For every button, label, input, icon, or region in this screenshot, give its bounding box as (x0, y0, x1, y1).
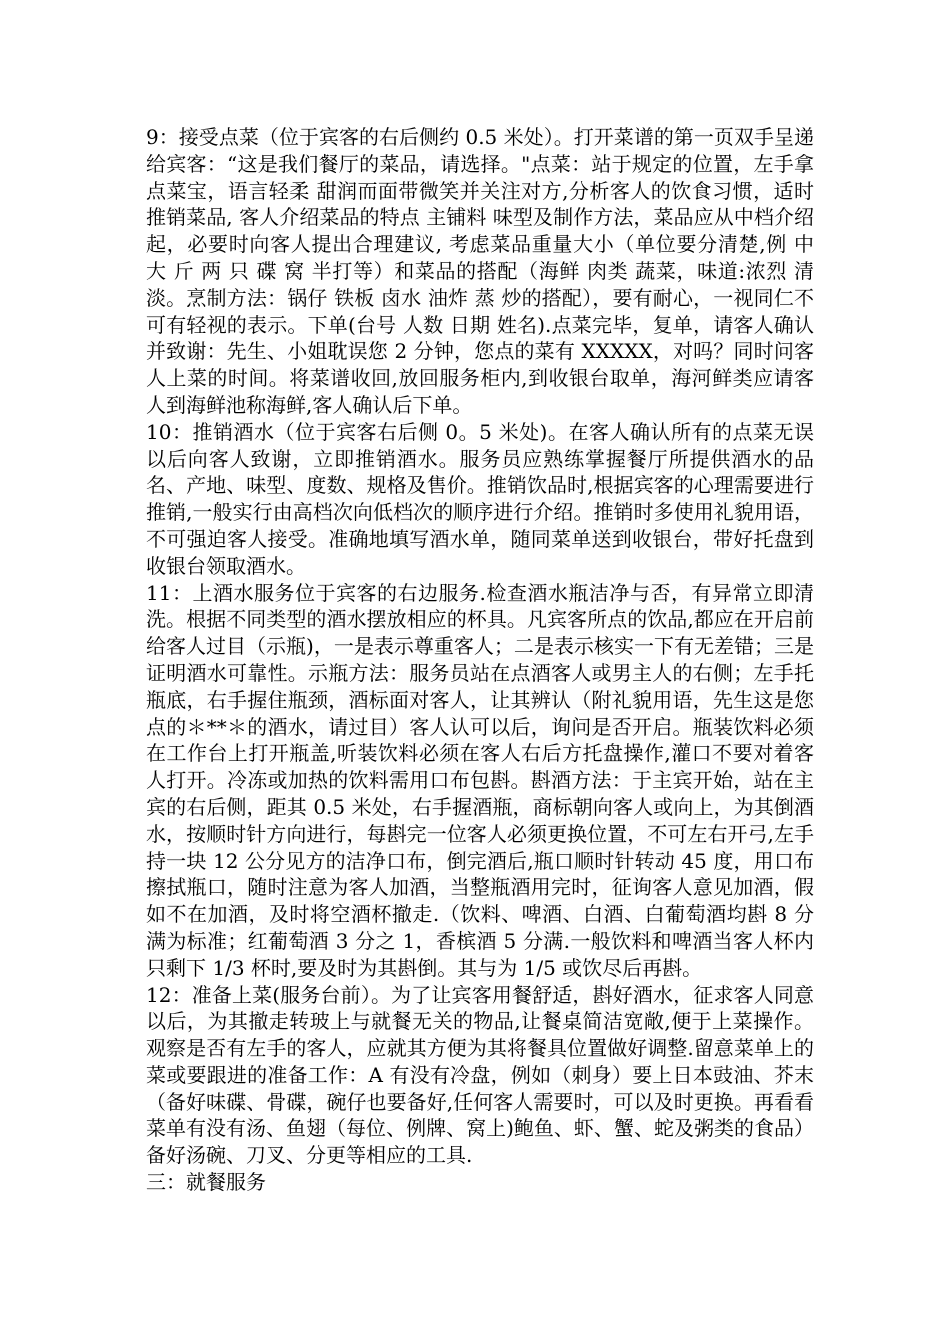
paragraph-prepare-serving: 12：准备上菜(服务台前）。为了让宾客用餐舒适，斟好酒水，征求客人同意以后，为其撤走转玻上与就餐无关的物品,让餐桌简洁宽敞,便于上菜操作。观察是否有左手的客人，应就其方便为其将餐具位置做好调整.留意菜单上的菜或要跟进的准备工作：A 有没有冷盘，例如（刺身）要上日本豉油、芥末（备好味碟、骨碟，碗仔也要备好,任何客人需要时，可以及时更换。再看看菜单有没有汤、鱼翅（每位、例牌、窝上)鲍鱼、虾、蟹、蛇及粥类的食品）备好汤碗、刀叉、分更等相应的工具. (146, 982, 814, 1168)
paragraph-order-taking: 9：接受点菜（位于宾客的右后侧约 0.5 米处）。打开菜谱的第一页双手呈递给宾客：“这是我们餐厅的菜品，请选择。"点菜：站于规定的位置，左手拿点菜宝，语言轻柔 甜润而面带微笑并关注对方,分析客人的饮食习惯，适时推销菜品, 客人介绍菜品的特点 主铺料 味型及制作方法，菜品应从中档介绍起，必要时向客人提出合理建议, 考虑菜品重量大小（单位要分清楚,例 中 大 斤 两 只 碟 窝 半打等）和菜品的搭配（海鲜 肉类 蔬菜，味道:浓烈 清淡。烹制方法：锅仔 铁板 卤水 油炸 蒸 炒的搭配），要有耐心，一视同仁不可有轻视的表示。下单(台号 人数 日期 姓名).点菜完毕，复单，请客人确认并致谢：先生、小姐耽误您 2 分钟，您点的菜有 XXXXX，对吗？同时问客人上菜的时间。将菜谱收回,放回服务柜内,到收银台取单，海河鲜类应请客人到海鲜池称海鲜,客人确认后下单。 (146, 125, 814, 417)
paragraph-beverage-upsell: 10：推销酒水（位于宾客右后侧 0。5 米处)。在客人确认所有的点菜无误以后向客人致谢，立即推销酒水。服务员应熟练掌握餐厅所提供酒水的品名、产地、味型、度数、规格及售价。推销饮品时,根据宾客的心理需要进行推销,一般实行由高档次向低档次的顺序进行介绍。推销时多使用礼貌用语，不可强迫客人接受。准确地填写酒水单，随同菜单送到收银台，带好托盘到收银台领取酒水。 (146, 419, 814, 578)
section-heading-dining-service: 三：就餐服务 (146, 1170, 266, 1195)
document-page (146, 124, 814, 1196)
paragraph-beverage-service: 11：上酒水服务位于宾客的右边服务.检查酒水瓶洁净与否，有异常立即清洗。根据不同类型的酒水摆放相应的杯具。凡宾客所点的饮品,都应在开启前给客人过目（示瓶)，一是表示尊重客人；二是表示核实一下有无差错；三是证明酒水可靠性。示瓶方法：服务员站在点酒客人或男主人的右侧；左手托瓶底，右手握住瓶颈，酒标面对客人，让其辨认（附礼貌用语，先生这是您点的＊**＊的酒水，请过目）客人认可以后，询问是否开启。瓶装饮料必须在工作台上打开瓶盖,听装饮料必须在客人右后方托盘操作,灌口不要对着客人打开。冷冻或加热的饮料需用口布包斟。斟酒方法：于主宾开始，站在主宾的右后侧，距其 0.5 米处，右手握酒瓶，商标朝向客人或向上，为其倒酒水，按顺时针方向进行，每斟完一位客人必须更换位置，不可左右开弓,左手持一块 12 公分见方的洁净口布，倒完酒后,瓶口顺时针转动 45 度，用口布擦拭瓶口，随时注意为客人加酒，当整瓶酒用完时，征询客人意见加酒，假如不在加酒，及时将空酒杯撤走.（饮料、啤酒、白酒、白葡萄酒均斟 8 分满为标准；红葡萄酒 3 分之 1，香槟酒 5 分满.一般饮料和啤酒当客人杯内只剩下 1/3 杯时,要及时为其斟倒。其与为 1/5 或饮尽后再斟。 (146, 580, 814, 980)
